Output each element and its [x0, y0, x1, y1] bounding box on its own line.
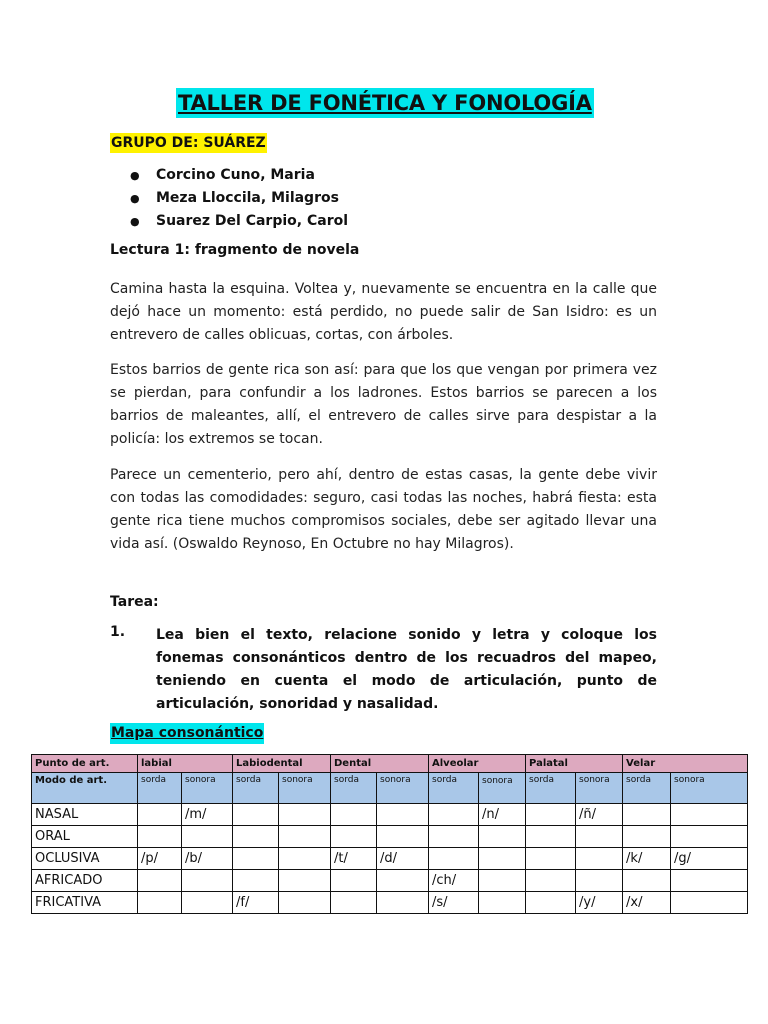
phoneme-cell: [182, 870, 233, 892]
phoneme-cell: [623, 826, 671, 848]
voicing-header: sorda: [429, 773, 479, 804]
voicing-header: sonora: [671, 773, 748, 804]
place-header: Palatal: [526, 755, 623, 773]
phoneme-cell: [331, 892, 377, 914]
phoneme-cell: [623, 804, 671, 826]
bullet-icon: ●: [130, 169, 140, 182]
phoneme-cell: [331, 826, 377, 848]
member-surname: Corcino Cuno: [156, 167, 261, 183]
phoneme-cell: /ñ/: [576, 804, 623, 826]
member-given-name: , Carol: [296, 213, 349, 229]
phoneme-cell: [526, 826, 576, 848]
voicing-header-row: [32, 773, 748, 804]
table-row: [32, 892, 748, 914]
phoneme-cell: [279, 848, 331, 870]
phoneme-cell: [233, 826, 279, 848]
member-given-name: , Milagros: [260, 190, 339, 206]
member-surname: Suarez Del Carpio: [156, 213, 297, 229]
voicing-header: sorda: [331, 773, 377, 804]
voicing-header: [479, 773, 526, 804]
phoneme-cell: /ch/: [429, 870, 479, 892]
phoneme-cell: [233, 870, 279, 892]
phoneme-cell: [279, 826, 331, 848]
bullet-icon: ●: [130, 215, 140, 228]
voicing-header: sorda: [623, 773, 671, 804]
voicing-header: sorda: [526, 773, 576, 804]
voicing-header: sonora: [182, 773, 233, 804]
place-header: Dental: [331, 755, 429, 773]
phoneme-cell: [377, 892, 429, 914]
phoneme-cell: [479, 826, 526, 848]
phoneme-cell: /p/: [138, 848, 182, 870]
document-title: TALLER DE FONÉTICA Y FONOLOGÍA: [176, 88, 594, 118]
phoneme-cell: [377, 870, 429, 892]
modo-label: Modo de art.: [32, 773, 138, 804]
place-header: Labiodental: [233, 755, 331, 773]
table-row: [32, 826, 748, 848]
table-row: [32, 804, 748, 826]
phoneme-cell: [671, 826, 748, 848]
mode-label: FRICATIVA: [32, 892, 138, 914]
phoneme-cell: [138, 870, 182, 892]
voicing-header: sorda: [233, 773, 279, 804]
consonant-map-table: [31, 754, 748, 914]
phoneme-cell: /t/: [331, 848, 377, 870]
map-title: Mapa consonántico: [110, 723, 264, 744]
phoneme-cell: [479, 870, 526, 892]
phoneme-cell: /n/: [479, 804, 526, 826]
phoneme-cell: [377, 804, 429, 826]
phoneme-cell: [182, 826, 233, 848]
phoneme-cell: [331, 804, 377, 826]
phoneme-cell: [279, 892, 331, 914]
paragraph: Camina hasta la esquina. Voltea y, nuevamente se encuentra en la calle que dejó hace un momento: está perdido, no puede salir de San Isidro: es un entrevero de calles oblicuas, cortas, con árboles.: [110, 281, 657, 343]
phoneme-cell: [279, 804, 331, 826]
phoneme-cell: [331, 870, 377, 892]
phoneme-cell: [233, 848, 279, 870]
group-label: GRUPO DE: SUÁREZ: [111, 135, 266, 151]
phoneme-cell: /d/: [377, 848, 429, 870]
phoneme-cell: [479, 892, 526, 914]
phoneme-cell: [623, 870, 671, 892]
phoneme-cell: [576, 826, 623, 848]
phoneme-cell: /f/: [233, 892, 279, 914]
table-row: [32, 848, 748, 870]
mode-label: NASAL: [32, 804, 138, 826]
phoneme-cell: [576, 870, 623, 892]
phoneme-cell: /m/: [182, 804, 233, 826]
phoneme-cell: [671, 804, 748, 826]
paragraph: Estos barrios de gente rica son así: para que los que vengan por primera vez se pierdan, para confundir a los ladrones. Estos barrios se parecen a los barrios de maleantes, allí, el entrevero de calles sirve para despistar a la policía: los extremos se tocan.: [110, 362, 657, 447]
voicing-header-text: sonora: [482, 776, 513, 786]
paragraph: Parece un cementerio, pero ahí, dentro de estas casas, la gente debe vivir con todas las comodidades: seguro, casi todas las noches, habrá fiesta: esta gente rica tiene muchos compromisos sociales, debe ser agitado llevar una vida así. (Oswaldo Reynoso, En Octubre no hay Milagros).: [110, 467, 657, 552]
phoneme-cell: /b/: [182, 848, 233, 870]
phoneme-cell: [671, 870, 748, 892]
phoneme-cell: [138, 804, 182, 826]
task-number: 1.: [110, 624, 126, 640]
bullet-icon: ●: [130, 192, 140, 205]
phoneme-cell: [576, 848, 623, 870]
phoneme-cell: [429, 826, 479, 848]
phoneme-cell: /g/: [671, 848, 748, 870]
phoneme-cell: [182, 892, 233, 914]
phoneme-cell: [233, 804, 279, 826]
voicing-header: sorda: [138, 773, 182, 804]
task-heading: Tarea:: [110, 594, 159, 610]
phoneme-cell: /k/: [623, 848, 671, 870]
mode-label: ORAL: [32, 826, 138, 848]
phoneme-cell: /y/: [576, 892, 623, 914]
table-row: [32, 870, 748, 892]
place-header: Velar: [623, 755, 748, 773]
mode-label: AFRICADO: [32, 870, 138, 892]
mode-label: OCLUSIVA: [32, 848, 138, 870]
place-header-row: [32, 755, 748, 773]
map-body: [32, 804, 748, 914]
voicing-header: sonora: [576, 773, 623, 804]
phoneme-cell: [377, 826, 429, 848]
punto-label: Punto de art.: [32, 755, 138, 773]
phoneme-cell: [526, 848, 576, 870]
list-item: [130, 187, 348, 210]
phoneme-cell: [138, 892, 182, 914]
place-header: Alveolar: [429, 755, 526, 773]
phoneme-cell: /s/: [429, 892, 479, 914]
phoneme-cell: /x/: [623, 892, 671, 914]
place-header: labial: [138, 755, 233, 773]
list-item: [130, 210, 348, 233]
voicing-header: sonora: [279, 773, 331, 804]
task-instructions: Lea bien el texto, relacione sonido y letra y coloque los fonemas consonánticos dentro de los recuadros del mapeo, teniendo en cuenta el modo de articulación, punto de articulación, sonoridad y nasalidad.: [156, 627, 657, 712]
reading-title: Lectura 1: fragmento de novela: [110, 242, 360, 258]
list-item: [130, 164, 348, 187]
phoneme-cell: [279, 870, 331, 892]
phoneme-cell: [526, 892, 576, 914]
voicing-header: sonora: [377, 773, 429, 804]
phoneme-cell: [526, 870, 576, 892]
member-list: [130, 164, 348, 233]
member-given-name: , Maria: [260, 167, 315, 183]
phoneme-cell: [429, 848, 479, 870]
phoneme-cell: [526, 804, 576, 826]
phoneme-cell: [138, 826, 182, 848]
phoneme-cell: [479, 848, 526, 870]
member-surname: Meza Lloccila: [156, 190, 261, 206]
phoneme-cell: [671, 892, 748, 914]
phoneme-cell: [429, 804, 479, 826]
